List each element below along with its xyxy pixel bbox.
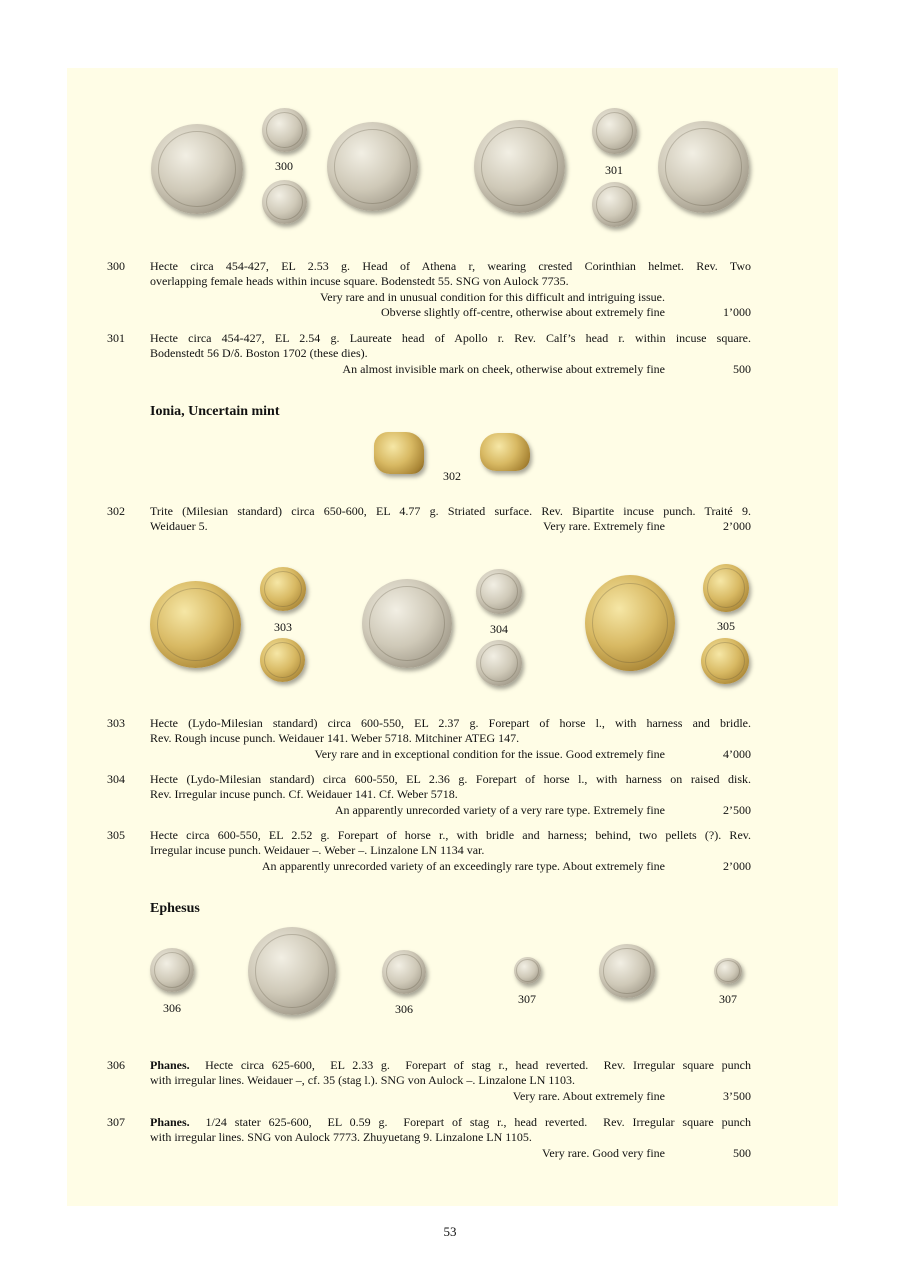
lot-description-line2: Rev. Irregular incuse punch. Cf. Weidauer 141. Cf. Weber 5718.	[150, 787, 458, 801]
lot-estimate: 2’500	[723, 803, 751, 817]
lot-description-line2: with irregular lines. Weidauer –, cf. 35 (stag l.). SNG von Aulock –. Linzalone LN 1103.	[150, 1073, 575, 1087]
lot-condition-note: An apparently unrecorded variety of a very rare type. Extremely fine	[334, 803, 665, 817]
lot-condition-note: An almost invisible mark on cheek, otherwise about extremely fine	[342, 362, 665, 376]
lot-condition-note: Very rare and in exceptional condition for the issue. Good extremely fine	[314, 747, 665, 761]
coin-301-reverse-large	[658, 121, 749, 213]
coin-301-obverse-large	[474, 120, 565, 213]
lot-number: 302	[107, 504, 125, 518]
coin-label-300: 300	[275, 159, 293, 173]
coin-302-obverse	[374, 432, 424, 474]
coin-300-obverse-small	[262, 108, 307, 152]
lot-description-line1: Hecte circa 454-427, EL 2.53 g. Head of Athena r, wearing crested Corinthian helmet. Rev. Two	[150, 259, 751, 273]
lot-condition-note: An apparently unrecorded variety of an exceedingly rare type. About extremely fine	[261, 859, 665, 873]
lot-condition-note: Very rare. Extremely fine	[543, 519, 665, 533]
lot-description-line1: Hecte (Lydo-Milesian standard) circa 600-550, EL 2.36 g. Forepart of horse l., with harness on raised disk.	[150, 772, 751, 786]
coin-label-307-right: 307	[719, 992, 737, 1006]
lot-description-line2: Irregular incuse punch. Weidauer –. Weber –. Linzalone LN 1134 var.	[150, 843, 485, 857]
coin-302-reverse	[480, 433, 530, 471]
coin-307-reverse-small	[714, 958, 742, 984]
lot-description-line1: Hecte circa 454-427, EL 2.54 g. Laureate head of Apollo r. Rev. Calf’s head r. within incuse square.	[150, 331, 751, 345]
coin-306-obverse-small	[150, 948, 194, 992]
lot-number: 301	[107, 331, 125, 345]
coin-303-reverse-small	[260, 638, 305, 682]
lot-number: 306	[107, 1058, 125, 1072]
coin-307-obverse-large	[599, 944, 655, 998]
coin-304-reverse-small	[476, 640, 522, 686]
coin-label-306-left: 306	[163, 1001, 181, 1015]
lot-description-line1: Hecte (Lydo-Milesian standard) circa 600-550, EL 2.37 g. Forepart of horse l., with harness and bridle.	[150, 716, 751, 730]
lot-number: 300	[107, 259, 125, 273]
lot-description-text: 1/24 stater 625-600, EL 0.59 g. Forepart of stag r., head reverted. Rev. Irregular square punch	[189, 1115, 751, 1129]
coin-label-304: 304	[490, 622, 508, 636]
coin-307-obverse-small	[514, 957, 541, 984]
lot-issuer: Phanes.	[150, 1115, 190, 1129]
coin-305-reverse-small	[701, 638, 749, 684]
lot-estimate: 1’000	[723, 305, 751, 319]
lot-condition-note: Very rare and in unusual condition for this difficult and intriguing issue.	[319, 290, 665, 304]
coin-306-reverse-small	[382, 950, 426, 994]
lot-description-line2: Bodenstedt 56 D/δ. Boston 1702 (these dies).	[150, 346, 368, 360]
lot-issuer: Phanes.	[150, 1058, 190, 1072]
coin-304-obverse-large	[362, 579, 452, 668]
coin-303-obverse-large	[150, 581, 241, 668]
lot-number: 303	[107, 716, 125, 730]
coin-303-obverse-small	[260, 567, 306, 611]
coin-300-reverse-large	[327, 122, 418, 211]
lot-estimate: 4’000	[723, 747, 751, 761]
lot-description-line1	[150, 1058, 751, 1073]
lot-estimate: 2’000	[723, 519, 751, 533]
section-heading-ionia: Ionia, Uncertain mint	[150, 404, 280, 419]
lot-condition-note-2: Obverse slightly off-centre, otherwise about extremely fine	[380, 305, 665, 319]
coin-301-reverse-small	[592, 182, 637, 227]
lot-description-line1: Trite (Milesian standard) circa 650-600, EL 4.77 g. Striated surface. Rev. Bipartite incuse punch. Traité 9.	[150, 504, 751, 518]
lot-description-line1: Hecte circa 600-550, EL 2.52 g. Forepart of horse r., with bridle and harness; behind, two pellets (?). Rev.	[150, 828, 751, 842]
lot-description-line2: Rev. Rough incuse punch. Weidauer 141. Weber 5718. Mitchiner ATEG 147.	[150, 731, 520, 745]
coin-305-obverse-small	[703, 564, 749, 612]
coin-label-301: 301	[605, 163, 623, 177]
lot-estimate: 3’500	[723, 1089, 751, 1103]
coin-label-305: 305	[717, 619, 735, 633]
lot-description-line1	[150, 1115, 751, 1130]
coin-300-reverse-small	[262, 180, 307, 224]
lot-condition-note: Very rare. About extremely fine	[512, 1089, 665, 1103]
coin-label-307-left: 307	[518, 992, 536, 1006]
lot-estimate: 2’000	[723, 859, 751, 873]
coin-301-obverse-small	[592, 108, 637, 154]
lot-description-line2: Weidauer 5.	[150, 519, 208, 533]
coin-label-306-right: 306	[395, 1002, 413, 1016]
lot-number: 304	[107, 772, 125, 786]
lot-description-line2: with irregular lines. SNG von Aulock 7773. Zhuyuetang 9. Linzalone LN 1105.	[150, 1130, 532, 1144]
lot-condition-note: Very rare. Good very fine	[542, 1146, 665, 1160]
lot-estimate: 500	[733, 362, 751, 376]
coin-304-obverse-small	[476, 569, 522, 614]
lot-description-text: Hecte circa 625-600, EL 2.33 g. Forepart of stag r., head reverted. Rev. Irregular square punch	[189, 1058, 751, 1072]
coin-305-obverse-large	[585, 575, 675, 671]
lot-number: 305	[107, 828, 125, 842]
coin-label-303: 303	[274, 620, 292, 634]
page-number: 53	[443, 1224, 457, 1239]
lot-description-line2: overlapping female heads within incuse square. Bodenstedt 55. SNG von Aulock 7735.	[150, 274, 569, 288]
coin-306-obverse-large	[248, 927, 336, 1015]
coin-label-302: 302	[443, 469, 461, 483]
section-heading-ephesus: Ephesus	[150, 901, 200, 916]
lot-number: 307	[107, 1115, 125, 1129]
lot-estimate: 500	[733, 1146, 751, 1160]
coin-300-obverse-large	[151, 124, 243, 214]
